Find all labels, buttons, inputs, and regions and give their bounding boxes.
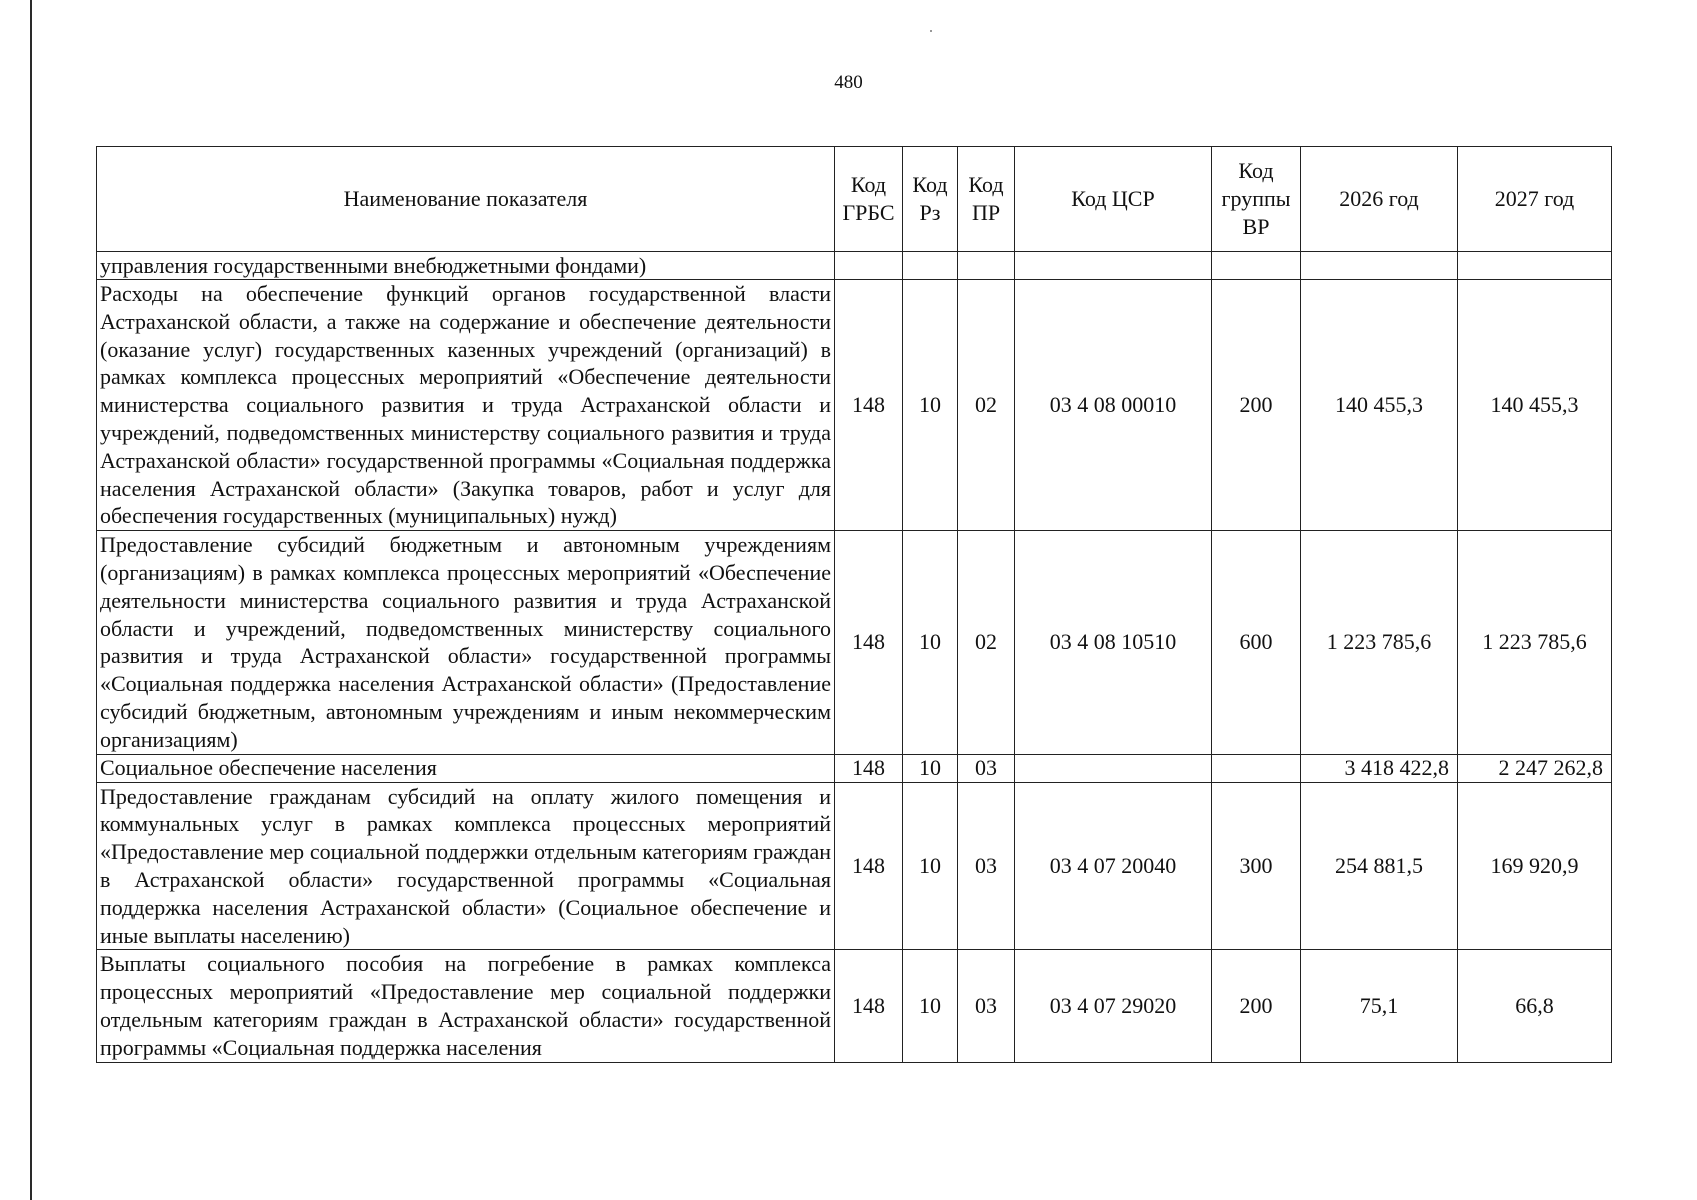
header-csr: Код ЦСР [1015,147,1212,252]
row-grbs: 148 [835,280,903,531]
header-vr: Код группы ВР [1212,147,1301,252]
row-rz: 10 [903,754,958,782]
row-pr: 03 [958,782,1015,950]
row-2027: 2 247 262,8 [1458,754,1612,782]
page-number: 480 [834,72,863,93]
row-grbs: 148 [835,950,903,1062]
row-name: Расходы на обеспечение функций органов государственной власти Астраханской области, а также на содержание и обеспечение деятельности (оказание услуг) государственных казенных учреждений (организаций) в рамках комплекса процессных мероприятий «Обеспечение деятельности министерства социального развития и труда Астраханской области и учреждений, подведомственных министерству социального развития и труда Астраханской области» государственной программы «Социальная поддержка населения Астраханской области» (Закупка товаров, работ и услуг для обеспечения государственных (муниципальных) нужд) [97,280,835,531]
row-2027: 140 455,3 [1458,280,1612,531]
row-2027: 66,8 [1458,950,1612,1062]
row-rz: 10 [903,531,958,754]
row-pr [958,252,1015,280]
header-grbs: Код ГРБС [835,147,903,252]
row-rz: 10 [903,782,958,950]
row-vr: 200 [1212,950,1301,1062]
row-pr: 03 [958,754,1015,782]
row-2027: 169 920,9 [1458,782,1612,950]
row-vr: 300 [1212,782,1301,950]
row-csr: 03 4 07 20040 [1015,782,1212,950]
row-rz: 10 [903,280,958,531]
row-vr [1212,252,1301,280]
row-2026: 140 455,3 [1301,280,1458,531]
row-name: управления государственными внебюджетными фондами) [97,252,835,280]
row-name: Выплаты социального пособия на погребение в рамках комплекса процессных мероприятий «Предоставление мер социальной поддержки отдельным категориям граждан в Астраханской области» государственной программы «Социальная поддержка населения [97,950,835,1062]
row-pr: 03 [958,950,1015,1062]
row-2026 [1301,252,1458,280]
row-2027: 1 223 785,6 [1458,531,1612,754]
header-row [97,147,1612,252]
row-grbs: 148 [835,754,903,782]
row-grbs [835,252,903,280]
header-2027: 2027 год [1458,147,1612,252]
row-csr: 03 4 08 10510 [1015,531,1212,754]
row-pr: 02 [958,280,1015,531]
row-name: Предоставление субсидий бюджетным и автономным учреждениям (организациям) в рамках комплекса процессных мероприятий «Обеспечение деятельности министерства социального развития и труда Астраханской области и учреждений, подведомственных министерству социального развития и труда Астраханской области» государственной программы «Социальная поддержка населения Астраханской области» (Предоставление субсидий бюджетным, автономным учреждениям и иным некоммерческим организациям) [97,531,835,754]
row-name: Предоставление гражданам субсидий на оплату жилого помещения и коммунальных услуг в рамках комплекса процессных мероприятий «Предоставление мер социальной поддержки отдельным категориям граждан в Астраханской области» государственной программы «Социальная поддержка населения Астраханской области» (Социальное обеспечение и иные выплаты населению) [97,782,835,950]
row-pr: 02 [958,531,1015,754]
row-csr: 03 4 08 00010 [1015,280,1212,531]
table-row [97,531,1612,754]
row-2026: 254 881,5 [1301,782,1458,950]
scan-speck [930,30,932,32]
row-2026: 3 418 422,8 [1301,754,1458,782]
row-2026: 1 223 785,6 [1301,531,1458,754]
header-pr: Код ПР [958,147,1015,252]
page-edge-line [30,0,32,1200]
row-rz: 10 [903,950,958,1062]
table-row-section [97,754,1612,782]
table-row [97,280,1612,531]
table-row [97,252,1612,280]
row-csr: 03 4 07 29020 [1015,950,1212,1062]
header-2026: 2026 год [1301,147,1458,252]
table-row [97,782,1612,950]
row-grbs: 148 [835,531,903,754]
row-2027 [1458,252,1612,280]
row-csr [1015,754,1212,782]
row-vr: 200 [1212,280,1301,531]
row-2026: 75,1 [1301,950,1458,1062]
row-grbs: 148 [835,782,903,950]
row-vr: 600 [1212,531,1301,754]
row-name: Социальное обеспечение населения [97,754,835,782]
budget-table [96,146,1612,1063]
header-rz: Код Рз [903,147,958,252]
table-row [97,950,1612,1062]
header-name: Наименование показателя [97,147,835,252]
row-csr [1015,252,1212,280]
row-rz [903,252,958,280]
row-vr [1212,754,1301,782]
